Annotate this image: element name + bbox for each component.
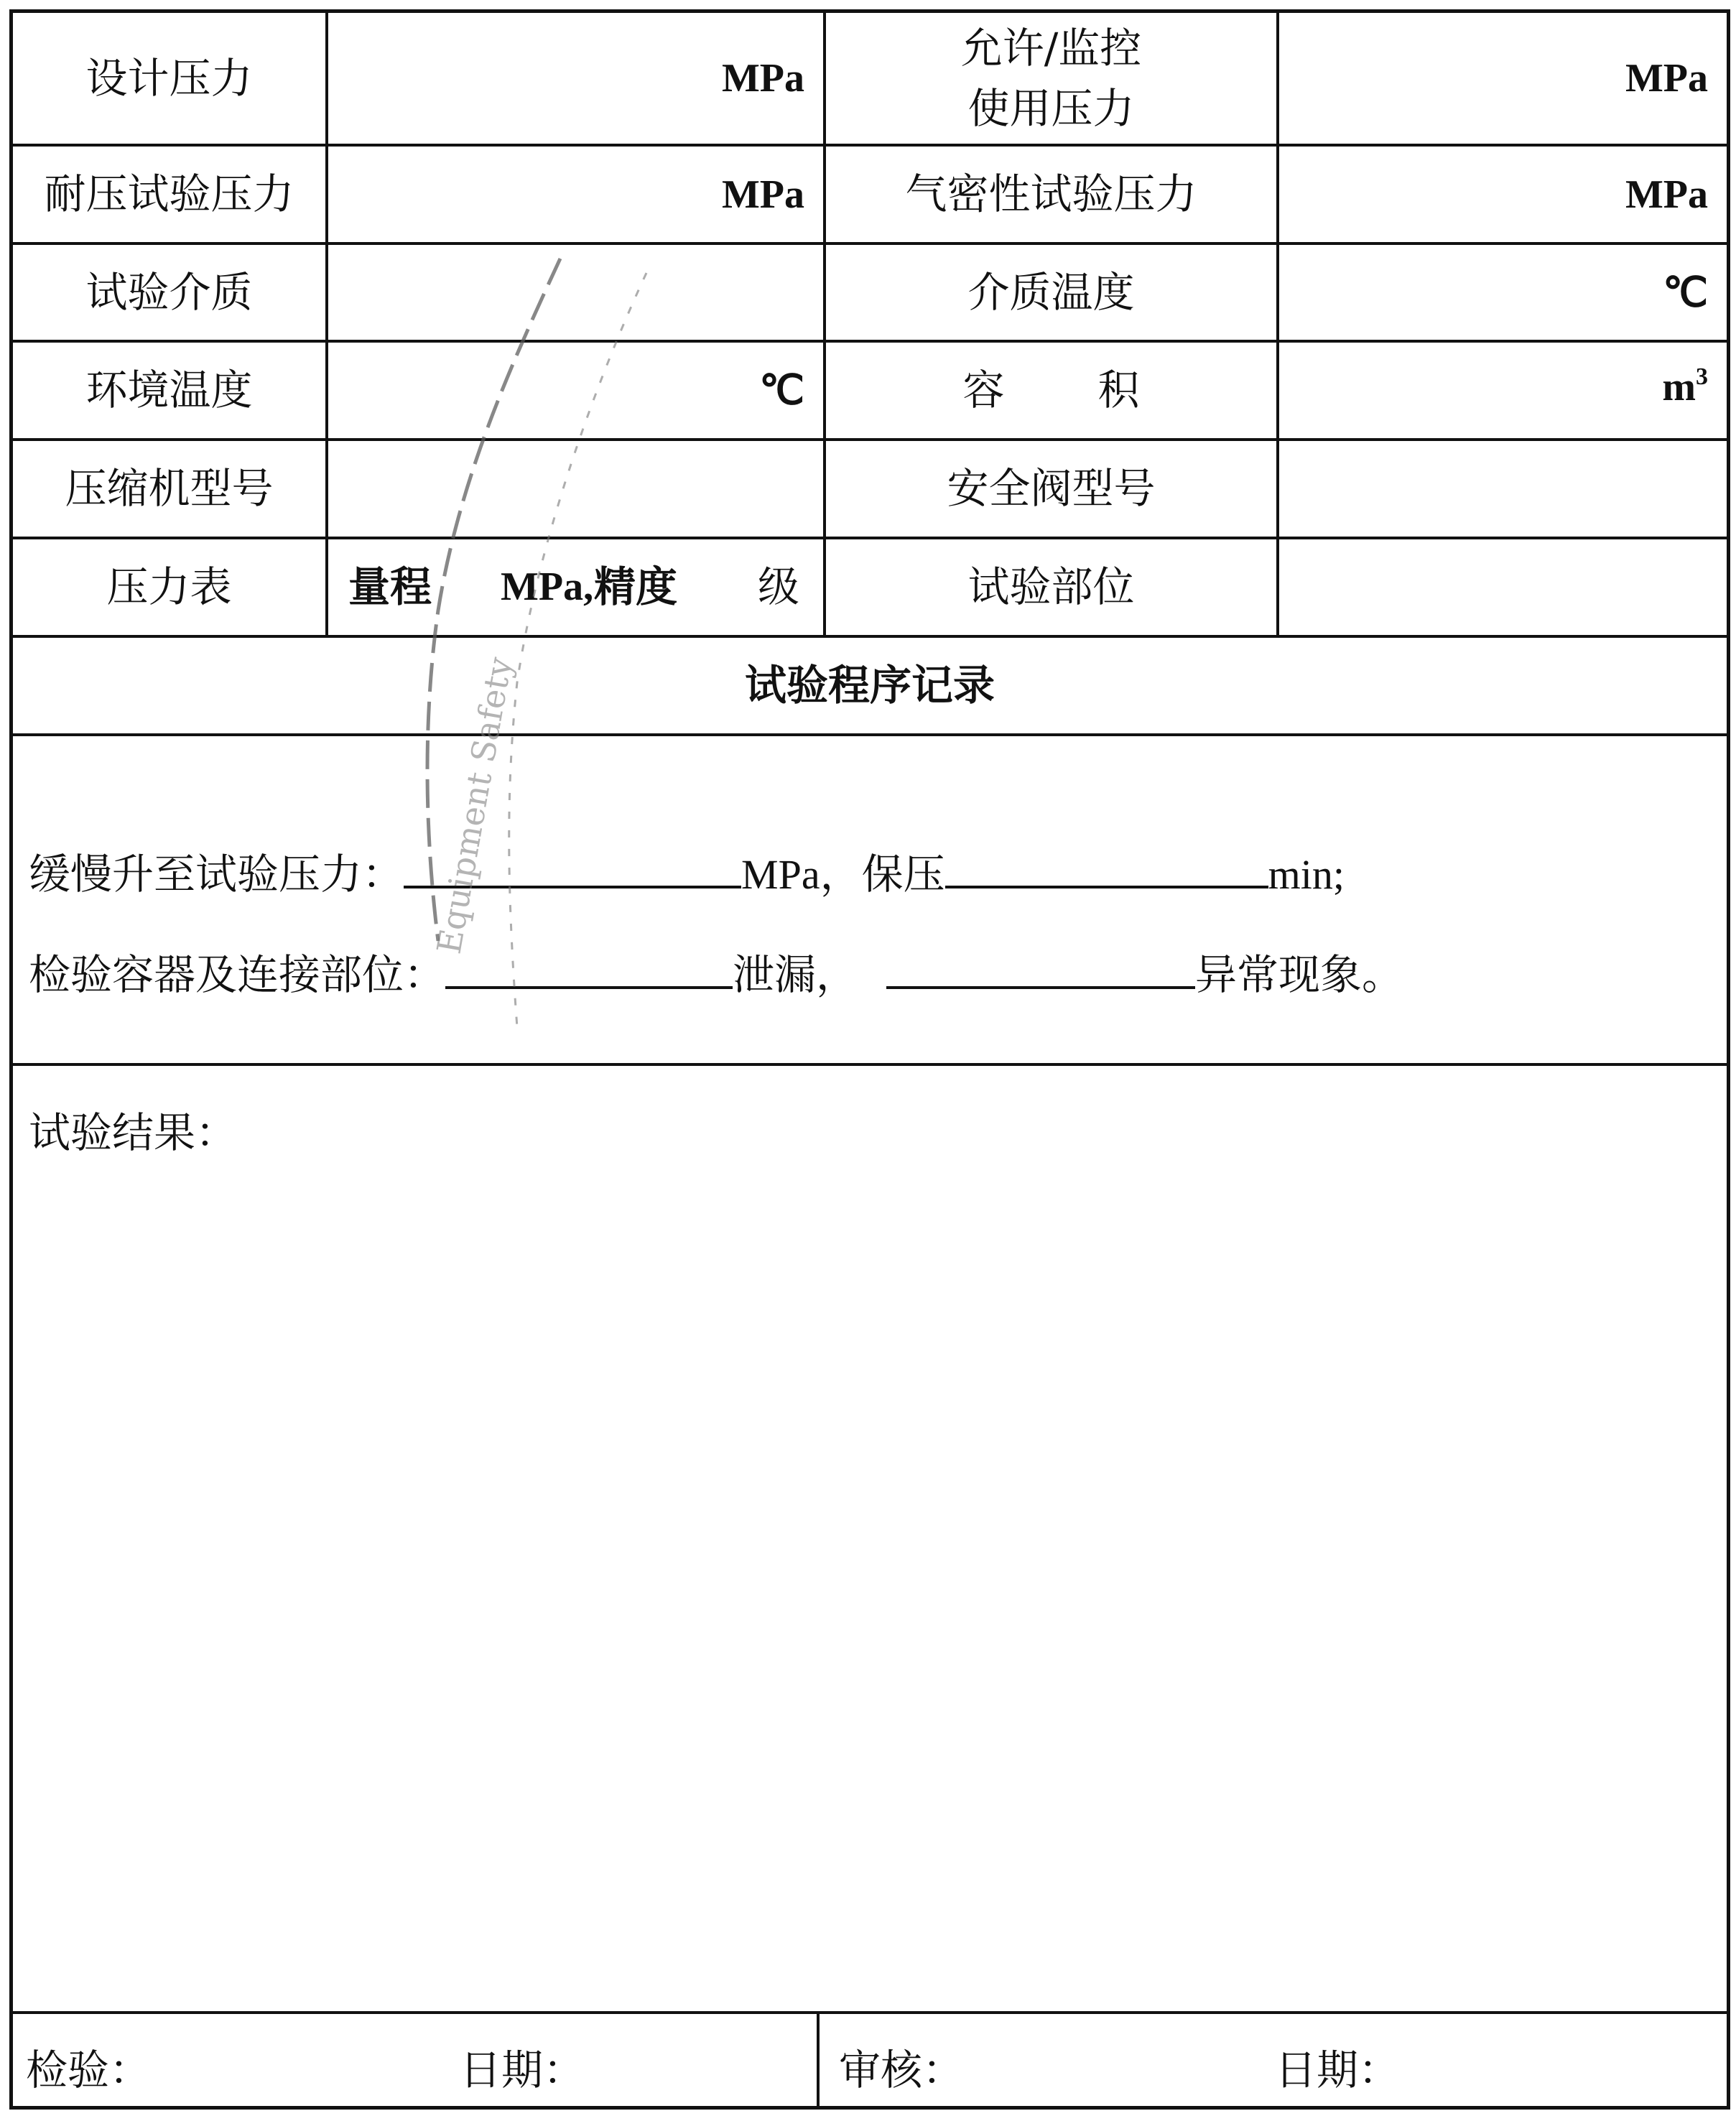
pressure-gauge-text: 压力表: [106, 562, 232, 612]
allowed-pressure-line1: 允许/监控: [960, 23, 1142, 73]
row-divider: [9, 733, 1730, 736]
test-medium-field[interactable]: [328, 245, 823, 340]
volume-unit-exponent: 3: [1696, 363, 1708, 390]
test-location-field[interactable]: [1279, 539, 1727, 635]
test-medium-label: [13, 245, 325, 340]
volume-unit: [1662, 364, 1708, 410]
column-divider: [817, 2011, 820, 2110]
medium-temperature-unit: ℃: [1663, 270, 1708, 315]
test-location-text: 试验部位: [967, 562, 1135, 612]
ambient-temperature-unit: ℃: [759, 368, 804, 413]
allowed-pressure-line2: 使用压力: [967, 84, 1135, 133]
test-location-label: [826, 539, 1276, 635]
review-date-field[interactable]: [1275, 2036, 1400, 2097]
inspector-field[interactable]: [26, 2036, 151, 2097]
volume-label: [826, 343, 1276, 438]
gauge-range-unit: MPa,: [501, 564, 594, 609]
procedure-line-pressure: [29, 840, 1345, 901]
hold-time-unit: min;: [1268, 851, 1345, 898]
procedure-title-text: 试验程序记录: [744, 661, 995, 710]
leak-check-label: 检验容器及连接部位：: [29, 950, 446, 999]
design-pressure-field[interactable]: [328, 13, 823, 144]
ambient-temperature-text: 环境温度: [85, 366, 253, 415]
inspector-label: 检验：: [26, 2046, 152, 2094]
pressure-gauge-label: [13, 539, 325, 635]
compressor-model-field[interactable]: [328, 441, 823, 537]
safety-valve-model-field[interactable]: [1279, 441, 1727, 537]
strength-test-pressure-text: 耐压试验压力: [44, 170, 294, 219]
strength-test-pressure-label: [13, 147, 325, 242]
procedure-line-leak: [29, 941, 1403, 1001]
pressure-hold-unit: MPa，保压: [741, 851, 945, 898]
airtight-test-pressure-text: 气密性试验压力: [905, 170, 1197, 219]
design-pressure-unit: MPa: [721, 56, 804, 101]
stamp-text: Equipment Safety: [429, 654, 520, 957]
design-pressure-text: 设计压力: [85, 53, 253, 103]
compressor-model-text: 压缩机型号: [65, 464, 274, 514]
allowed-pressure-label: [826, 13, 1276, 144]
reviewer-label: 审核：: [839, 2046, 965, 2094]
safety-valve-model-text: 安全阀型号: [947, 464, 1156, 514]
test-pressure-blank[interactable]: [404, 857, 741, 888]
gauge-range-label: 量程: [348, 562, 432, 612]
ambient-temperature-label: [13, 343, 325, 438]
inspect-date-label: 日期：: [460, 2046, 585, 2094]
inspect-date-field[interactable]: [460, 2036, 585, 2097]
volume-field[interactable]: [1279, 343, 1727, 438]
strength-test-pressure-field[interactable]: [328, 147, 823, 242]
safety-valve-model-label: [826, 441, 1276, 537]
test-result-label: 试验结果：: [29, 1108, 238, 1157]
design-pressure-label: [13, 13, 325, 144]
abnormal-text: 异常现象。: [1195, 950, 1404, 999]
leak-text: 泄漏，: [733, 950, 858, 999]
hold-time-blank[interactable]: [945, 857, 1268, 888]
allowed-pressure-unit: MPa: [1625, 56, 1708, 101]
test-medium-text: 试验介质: [85, 267, 253, 317]
procedure-title: [13, 638, 1727, 733]
row-divider: [9, 1063, 1730, 1066]
review-date-label: 日期：: [1275, 2046, 1401, 2094]
pressure-rise-label: 缓慢升至试验压力：: [29, 850, 404, 899]
volume-text: 容积: [962, 366, 1233, 415]
medium-temperature-field[interactable]: [1279, 245, 1727, 340]
row-divider: [9, 2011, 1730, 2014]
ambient-temperature-field[interactable]: [328, 343, 823, 438]
pressure-gauge-field[interactable]: [328, 539, 823, 635]
airtight-test-pressure-label: [826, 147, 1276, 242]
strength-test-pressure-unit: MPa: [721, 172, 804, 217]
airtight-test-pressure-field[interactable]: [1279, 147, 1727, 242]
gauge-precision-label: 精度: [594, 562, 678, 612]
airtight-test-pressure-unit: MPa: [1625, 172, 1708, 217]
test-result-section[interactable]: [29, 1099, 237, 1159]
volume-unit-base: m: [1662, 365, 1696, 409]
medium-temperature-label: [826, 245, 1276, 340]
leak-blank[interactable]: [445, 957, 733, 989]
compressor-model-label: [13, 441, 325, 537]
abnormal-blank[interactable]: [886, 957, 1195, 989]
medium-temperature-text: 介质温度: [967, 267, 1135, 317]
reviewer-field[interactable]: [839, 2036, 964, 2097]
gauge-grade-label: 级: [758, 562, 800, 612]
allowed-pressure-field[interactable]: [1279, 13, 1727, 144]
